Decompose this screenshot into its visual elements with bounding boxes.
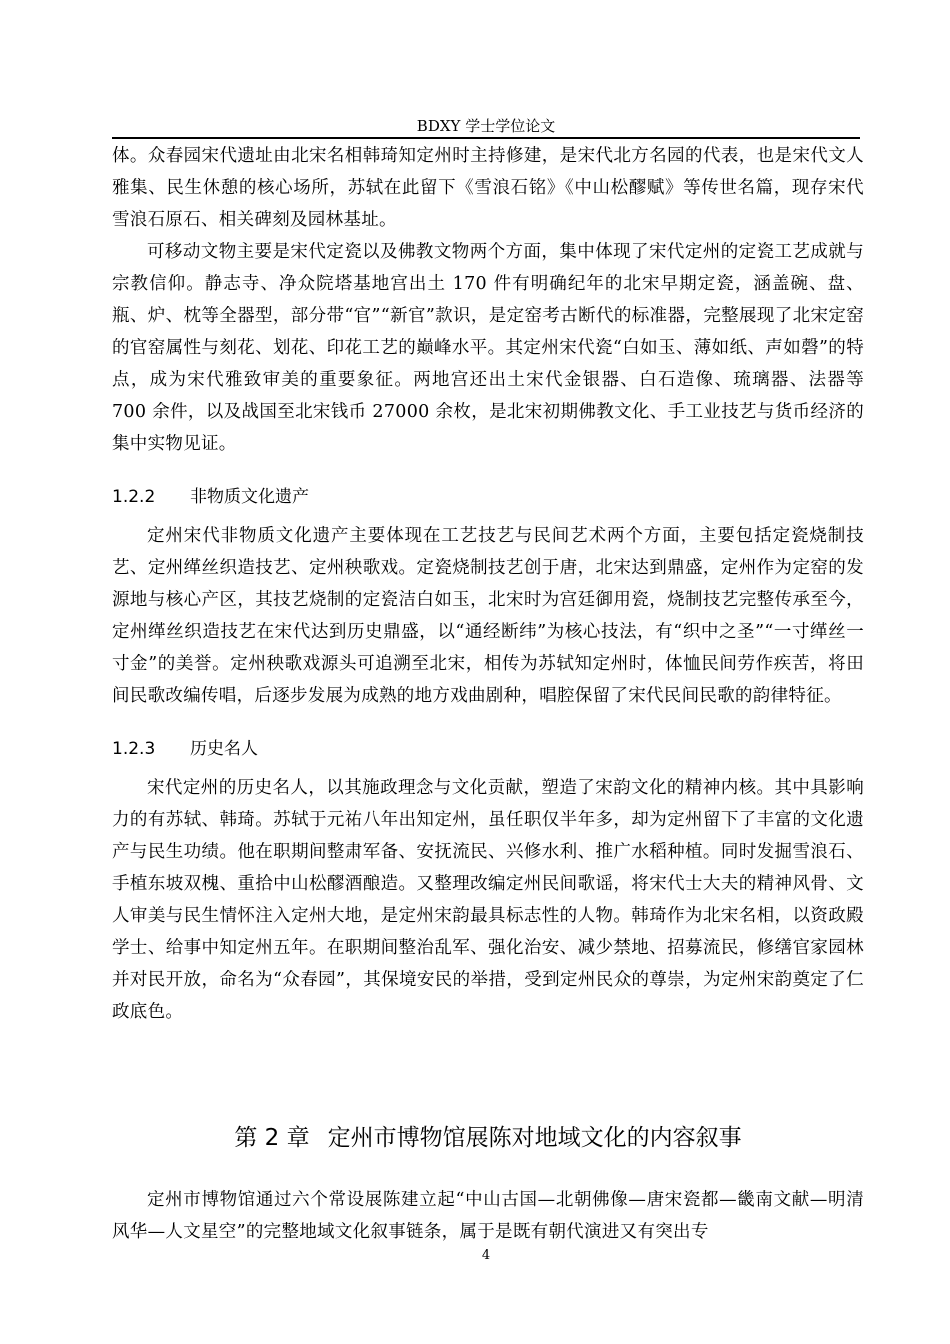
chapter-title: 定州市博物馆展陈对地域文化的内容叙事 xyxy=(327,1125,742,1151)
paragraph-continuation: 体。众春园宋代遗址由北宋名相韩琦知定州时主持修建，是宋代北方名园的代表，也是宋代文人雅集、民生休憩的核心场所，苏轼在此留下《雪浪石铭》《中山松醪赋》等传世名篇，现存宋代雪浪石原石、相关碑刻及园林基址。 xyxy=(112,146,864,230)
section-number: 1.2.3 xyxy=(112,739,156,759)
paragraph-movable-relics: 可移动文物主要是宋代定瓷以及佛教文物两个方面，集中体现了宋代定州的定瓷工艺成就与宗教信仰。静志寺、净众院塔基地宫出土 170 件有明确纪年的北宋早期定瓷，涵盖碗、盘、瓶、炉、枕等全器型，部分带“官”“新官”款识，是定窑考古断代的标准器，完整展现了北宋定窑的官窑属性与刻花、划花、印花工艺的巅峰水平。其定州宋代瓷“白如玉、薄如纸、声如磬”的特点，成为宋代雅致审美的重要象征。两地宫还出土宋代金银器、白石造像、琉璃器、法器等 700 余件，以及战国至北宋钱币 27000 余枚，是北宋初期佛教文化、手工业技艺与货币经济的集中实物见证。 xyxy=(112,242,864,454)
section-heading-1-2-3 xyxy=(112,738,864,760)
section-number: 1.2.2 xyxy=(112,487,156,507)
chapter-content xyxy=(112,1184,864,1248)
header-rule xyxy=(112,137,860,139)
running-header: BDXY 学士学位论文 xyxy=(416,117,556,135)
section-title: 历史名人 xyxy=(190,739,258,759)
paragraph-intangible-heritage: 定州宋代非物质文化遗产主要体现在工艺技艺与民间艺术两个方面，主要包括定瓷烧制技艺、定州缂丝织造技艺、定州秧歌戏。定瓷烧制技艺创于唐，北宋达到鼎盛，定州作为定窑的发源地与核心产区，其技艺烧制的定瓷洁白如玉，北宋时为宫廷御用瓷，烧制技艺完整传承至今，定州缂丝织造技艺在宋代达到历史鼎盛，以“通经断纬”为核心技法，有“织中之圣”“一寸缂丝一寸金”的美誉。定州秧歌戏源头可追溯至北宋，相传为苏轼知定州时，体恤民间劳作疾苦，将田间民歌改编传唱，后逐步发展为成熟的地方戏曲剧种，唱腔保留了宋代民间民歌的韵律特征。 xyxy=(112,526,864,706)
chapter-heading xyxy=(112,1123,864,1153)
body-content xyxy=(112,140,864,1028)
page-number: 4 xyxy=(481,1248,491,1263)
section-title: 非物质文化遗产 xyxy=(190,487,309,507)
section-heading-1-2-2 xyxy=(112,486,864,508)
chapter-number: 第 2 章 xyxy=(234,1125,310,1151)
paragraph-chapter-intro: 定州市博物馆通过六个常设展陈建立起“中山古国—北朝佛像—唐宋瓷都—畿南文献—明清风华—人文星空”的完整地域文化叙事链条，属于是既有朝代演进又有突出专 xyxy=(112,1190,864,1242)
paragraph-historical-figures: 宋代定州的历史名人，以其施政理念与文化贡献，塑造了宋韵文化的精神内核。其中具影响力的有苏轼、韩琦。苏轼于元祐八年出知定州，虽任职仅半年多，却为定州留下了丰富的文化遗产与民生功绩。他在职期间整肃军备、安抚流民、兴修水利、推广水稻种植。同时发掘雪浪石、手植东坡双槐、重拾中山松醪酒酿造。又整理改编定州民间歌谣，将宋代士大夫的精神风骨、文人审美与民生情怀注入定州大地，是定州宋韵最具标志性的人物。韩琦作为北宋名相，以资政殿学士、给事中知定州五年。在职期间整治乱军、强化治安、减少禁地、招募流民，修缮官家园林并对民开放，命名为“众春园”，其保境安民的举措，受到定州民众的尊崇，为定州宋韵奠定了仁政底色。 xyxy=(112,778,864,1022)
